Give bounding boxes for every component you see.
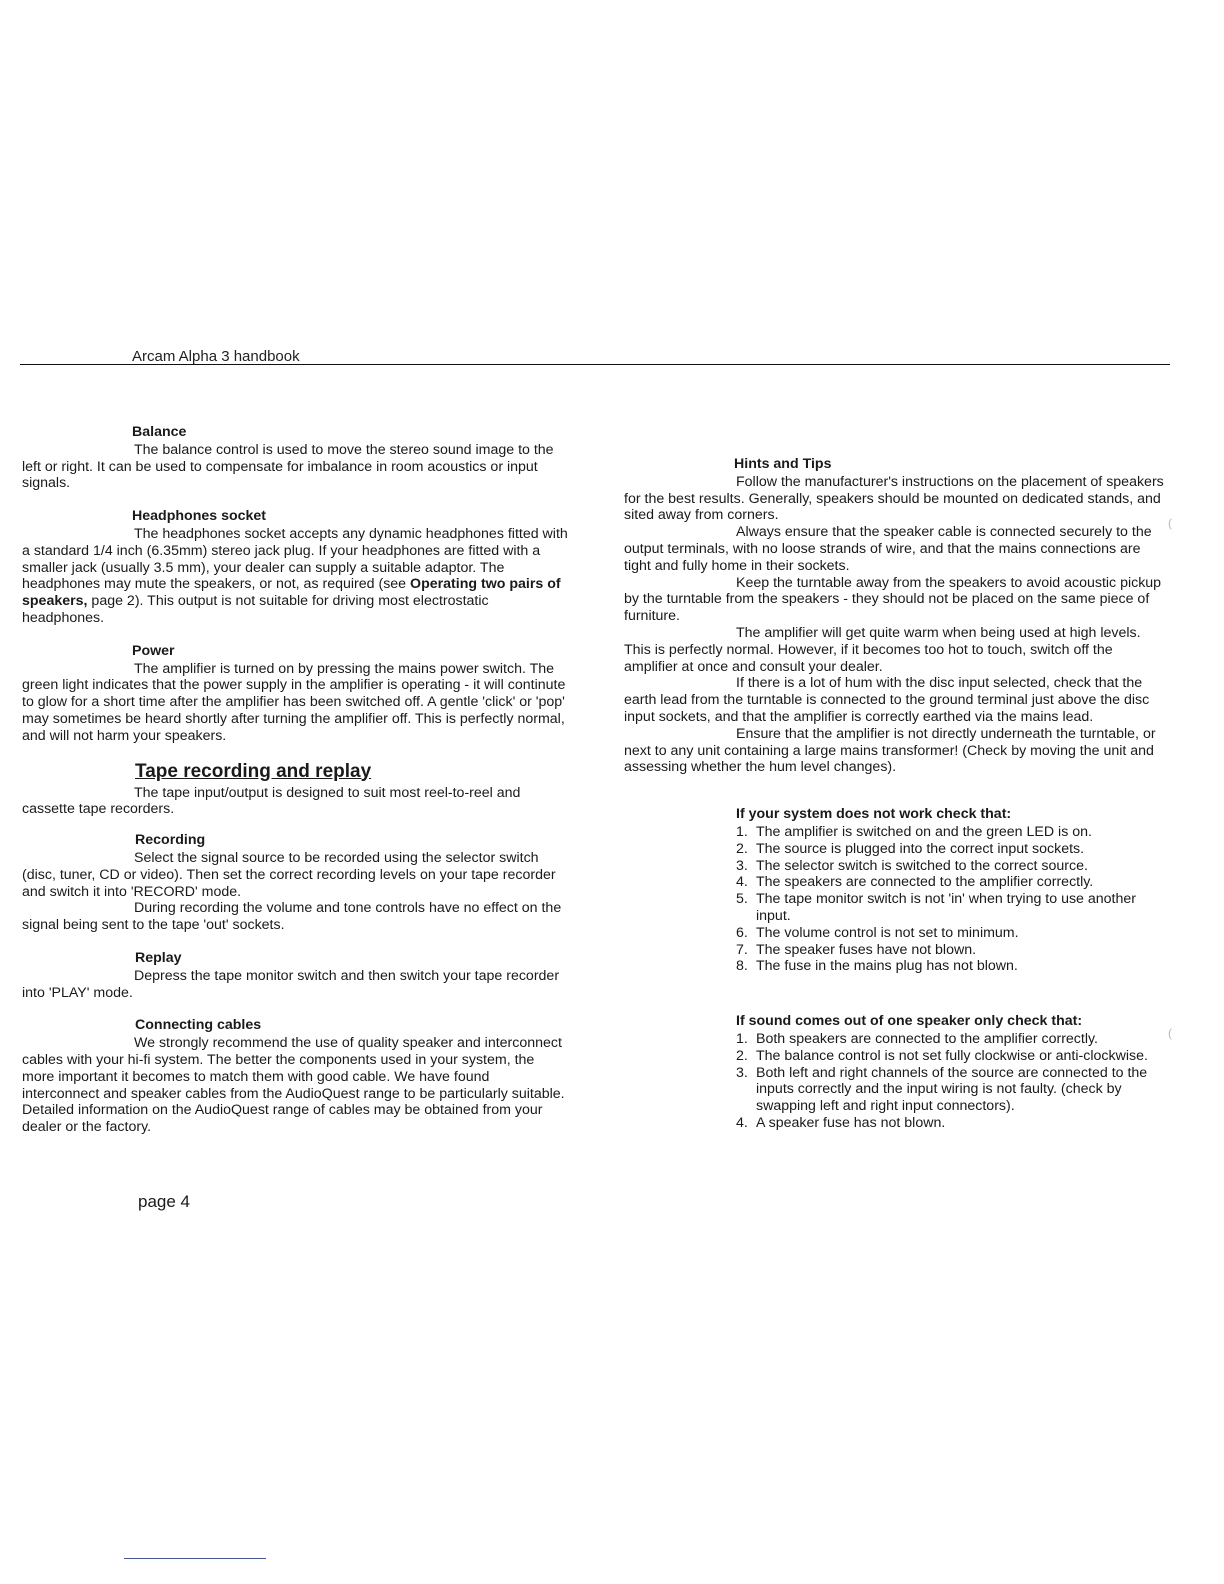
operating-two-pairs-ref: Operating two pairs of speakers, xyxy=(22,576,561,610)
list-item-number: 2. xyxy=(736,1047,748,1064)
list-item xyxy=(736,891,1164,925)
tape-text: The tape input/output is designed to suit most reel-to-reel and cassette tape recorders. xyxy=(22,784,521,818)
power-section xyxy=(22,643,568,745)
list-item-text: A speaker fuse has not blown. xyxy=(756,1114,946,1131)
list-item-text: The volume control is not set to minimum. xyxy=(756,924,1019,941)
list-item-text: Both speakers are connected to the amplifier correctly. xyxy=(756,1030,1098,1047)
list-item-number: 2. xyxy=(736,840,748,857)
balance-section xyxy=(22,424,568,492)
hints-paragraph: The amplifier will get quite warm when being used at high levels. This is perfectly normal. However, if it becomes too hot to touch, switch off the amplifier at once and consult your dealer. xyxy=(624,624,1141,675)
list-item xyxy=(736,942,1164,959)
list-item xyxy=(736,841,1164,858)
hints-paragraph: Follow the manufacturer's instructions on the placement of speakers for the best results. Generally, speakers should be mounted on dedicated stands, and sited away from corners. xyxy=(624,473,1164,524)
right-column xyxy=(624,456,1164,1132)
balance-text: The balance control is used to move the stereo sound image to the left or right. It can be used to compensate for imbalance in room acoustics or input signals. xyxy=(22,441,554,492)
cables-text: We strongly recommend the use of quality speaker and interconnect cables with your hi-fi system. The better the components used in your system, the more important it becomes to match them with good cable. We have found interconnect and speaker cables from the AudioQuest range to be particularly suitable. Detailed information on the AudioQuest range of cables may be obtained from your dealer or the factory. xyxy=(22,1035,565,1136)
header-rule xyxy=(20,364,1170,365)
recording-text-1: Select the signal source to be recorded using the selector switch (disc, tuner, CD or video). Then set the correct recording levels on your tape recorder and switch it into 'RECORD' mode. xyxy=(22,849,556,900)
headphones-section xyxy=(22,508,568,627)
cables-heading: Connecting cables xyxy=(135,1017,262,1034)
recording-heading: Recording xyxy=(135,832,206,849)
list-item-number: 5. xyxy=(736,891,748,908)
list-item-text: Both left and right channels of the source are connected to the inputs correctly and the input wiring is not faulty. (check by swapping left and right input connectors). xyxy=(756,1064,1148,1115)
replay-text: Depress the tape monitor switch and then switch your tape recorder into 'PLAY' mode. xyxy=(22,967,560,1001)
margin-bracket-mark: ( xyxy=(1168,516,1172,530)
headphones-text-before: The headphones socket accepts any dynamic headphones fitted with a standard 1/4 inch (6.35mm) stereo jack plug. If your headphones are fitted with a smaller jack (usually 3.5 mm), your dealer can supply a suitable adaptor. The headphones may mute the speakers, or not, as required (see xyxy=(22,525,568,593)
hints-section xyxy=(624,456,1164,776)
balance-heading: Balance xyxy=(132,424,187,440)
page-header-title: Arcam Alpha 3 handbook xyxy=(132,348,300,365)
list-item-text: The speakers are connected to the amplifier correctly. xyxy=(756,874,1094,891)
list-item-number: 8. xyxy=(736,958,748,975)
list-item xyxy=(736,1115,1164,1132)
list-item-number: 4. xyxy=(736,1114,748,1131)
list-item-number: 1. xyxy=(736,823,748,840)
list-item xyxy=(736,1065,1164,1115)
list-item xyxy=(736,958,1164,975)
hints-paragraph: If there is a lot of hum with the disc input selected, check that the earth lead from the turntable is connected to the ground terminal just above the disc input sockets, and that the amplifier is correctly earthed via the mains lead. xyxy=(624,675,1150,725)
list-item-text: The source is plugged into the correct input sockets. xyxy=(756,840,1085,857)
headphones-heading: Headphones socket xyxy=(132,508,267,525)
tape-section xyxy=(22,761,568,819)
tape-heading: Tape recording and replay xyxy=(135,760,372,782)
hints-paragraph: Keep the turntable away from the speakers to avoid acoustic pickup by the turntable from the speakers - they should not be placed on the same piece of furniture. xyxy=(624,574,1162,625)
power-heading: Power xyxy=(132,642,175,659)
list-item-text: The amplifier is switched on and the green LED is on. xyxy=(756,823,1092,840)
margin-bracket-mark: ( xyxy=(1168,1026,1172,1040)
replay-heading: Replay xyxy=(135,949,182,966)
list-item-number: 7. xyxy=(736,941,748,958)
hints-paragraph: Always ensure that the speaker cable is connected securely to the output terminals, with no loose strands of wire, and that the mains connections are tight and fully home in their sockets. xyxy=(624,524,1152,574)
hints-paragraph: Ensure that the amplifier is not directly underneath the turntable, or next to any unit containing a large mains transformer! (Check by moving the unit and assessing whether the hum level changes). xyxy=(624,725,1156,776)
recording-section xyxy=(22,832,568,934)
list-item-text: The fuse in the mains plug has not blown. xyxy=(756,958,1018,975)
replay-section xyxy=(22,950,568,1001)
list-item xyxy=(736,824,1164,841)
list-item-number: 6. xyxy=(736,924,748,941)
list-item-number: 3. xyxy=(736,857,748,874)
not-work-heading: If your system does not work check that: xyxy=(736,806,1012,823)
hints-heading: Hints and Tips xyxy=(734,456,832,472)
list-item xyxy=(736,858,1164,875)
list-item-text: The tape monitor switch is not 'in' when trying to use another input. xyxy=(756,891,1137,924)
list-item-text: The balance control is not set fully clockwise or anti-clockwise. xyxy=(756,1047,1148,1064)
one-speaker-section xyxy=(624,1013,1164,1132)
cables-section xyxy=(22,1017,568,1136)
headphones-text-after: page 2). This output is not suitable for driving most electrostatic headphones. xyxy=(22,593,489,626)
headphones-text xyxy=(22,526,568,627)
power-text: The amplifier is turned on by pressing the mains power switch. The green light indicates that the power supply in the amplifier is operating - it will continute to glow for a short time after the amplifier has been switched off. A gentle 'click' or 'pop' may sometimes be heard shortly after turning the amplifier off. This is perfectly normal, and will not harm your speakers. xyxy=(22,660,566,744)
page-number: page 4 xyxy=(138,1192,190,1211)
not-work-list xyxy=(624,824,1164,975)
list-item-number: 1. xyxy=(736,1030,748,1047)
bottom-rule xyxy=(124,1558,266,1559)
list-item xyxy=(736,1048,1164,1065)
list-item-number: 3. xyxy=(736,1064,748,1081)
left-column xyxy=(22,424,568,1152)
not-work-section xyxy=(624,806,1164,975)
list-item xyxy=(736,925,1164,942)
list-item xyxy=(736,874,1164,891)
one-speaker-list xyxy=(624,1031,1164,1132)
list-item-number: 4. xyxy=(736,874,748,891)
recording-text-2: During recording the volume and tone controls have no effect on the signal being sent to the tape 'out' sockets. xyxy=(22,900,562,934)
one-speaker-heading: If sound comes out of one speaker only check that: xyxy=(736,1013,1083,1030)
list-item-text: The selector switch is switched to the correct source. xyxy=(756,857,1088,874)
list-item xyxy=(736,1031,1164,1048)
list-item-text: The speaker fuses have not blown. xyxy=(756,941,977,958)
